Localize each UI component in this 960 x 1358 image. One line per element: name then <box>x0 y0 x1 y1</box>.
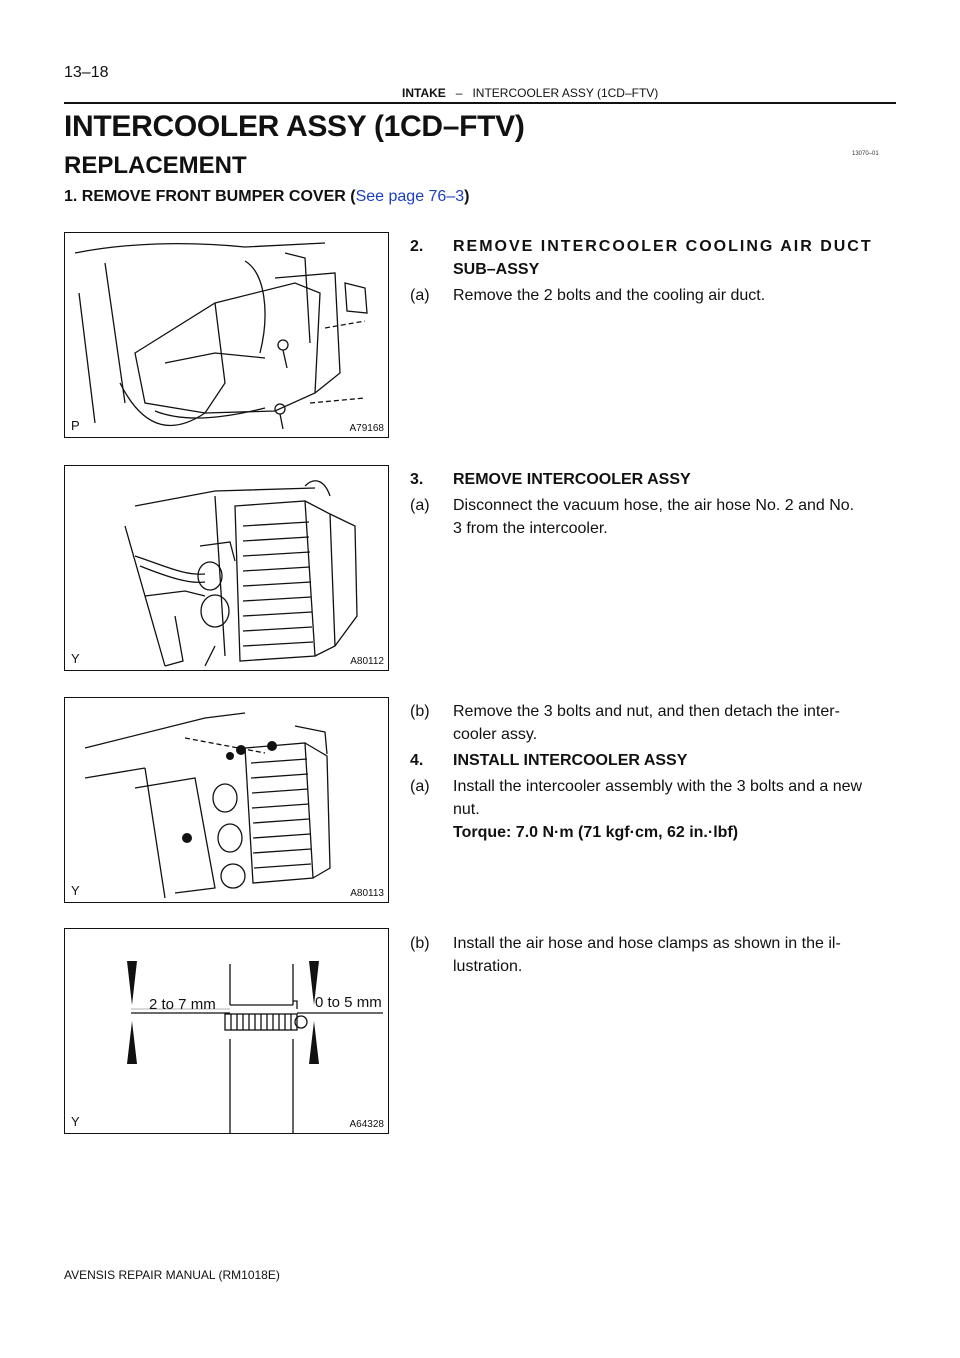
step-3a-label: (a) <box>410 497 430 514</box>
figure-air-duct <box>64 232 389 438</box>
step-4a-line2: nut. <box>453 801 480 818</box>
step-1-close: ) <box>464 188 470 205</box>
step-2a-text: Remove the 2 bolts and the cooling air duct. <box>453 287 766 304</box>
figure-id: A79168 <box>349 423 384 434</box>
header-subsection: INTERCOOLER ASSY (1CD–FTV) <box>472 86 659 100</box>
figure-letter: P <box>71 418 80 433</box>
page-number: 13–18 <box>64 64 109 81</box>
step-2-block <box>410 235 896 307</box>
left-dimension-label: 2 to 7 mm <box>149 996 216 1013</box>
document-code: 13070–01 <box>852 151 879 157</box>
header-separator: – <box>455 86 463 100</box>
figure-intercooler-hoses <box>64 465 389 671</box>
step-4a-line1: Install the intercooler assembly with the 3 bolts and a new <box>453 778 863 795</box>
figure-intercooler-bolts <box>64 697 389 903</box>
step-4b-label: (b) <box>410 935 430 952</box>
running-header <box>402 86 658 100</box>
intercooler-bolts-illustration <box>65 698 389 903</box>
air-duct-illustration <box>65 233 389 438</box>
step-2-title-line2: SUB–ASSY <box>453 261 540 278</box>
footer-manual-title: AVENSIS REPAIR MANUAL (RM1018E) <box>64 1268 280 1282</box>
step-4a <box>410 775 896 844</box>
step-4b-line2: lustration. <box>453 958 523 975</box>
figure-id: A64328 <box>349 1119 384 1130</box>
step-3-block <box>410 468 896 540</box>
step-3b-line1: Remove the 3 bolts and nut, and then detach the inter- <box>453 703 840 720</box>
figure-letter: Y <box>71 651 80 666</box>
step-4a-label: (a) <box>410 778 430 795</box>
step-3b-4-block <box>410 700 896 844</box>
see-page-link[interactable]: See page 76–3 <box>355 188 465 205</box>
step-3-number: 3. <box>410 471 424 488</box>
step-2-title-line1: REMOVE INTERCOOLER COOLING AIR DUCT <box>453 238 873 255</box>
step-3-title: REMOVE INTERCOOLER ASSY <box>453 471 691 488</box>
step-3b-line2: cooler assy. <box>453 726 538 743</box>
intercooler-hoses-illustration <box>65 466 389 671</box>
figure-id: A80113 <box>350 888 384 899</box>
step-2-number: 2. <box>410 238 424 255</box>
step-1 <box>64 188 469 206</box>
step-4-heading <box>410 749 896 772</box>
header-rule <box>64 102 896 104</box>
step-1-text: 1. REMOVE FRONT BUMPER COVER ( <box>64 188 356 205</box>
figure-hose-clamp <box>64 928 389 1134</box>
step-2a <box>410 284 896 307</box>
step-4b-line1: Install the air hose and hose clamps as shown in the il- <box>453 935 841 952</box>
step-3b <box>410 700 896 746</box>
step-2a-label: (a) <box>410 287 430 304</box>
step-4b <box>410 932 896 978</box>
header-section: INTAKE <box>402 86 446 100</box>
page-title: INTERCOOLER ASSY (1CD–FTV) <box>64 110 525 143</box>
step-3-heading <box>410 468 896 491</box>
step-3a <box>410 494 896 540</box>
step-3a-line2: 3 from the intercooler. <box>453 520 608 537</box>
hose-clamp-illustration <box>65 929 389 1134</box>
step-2-heading <box>410 235 896 281</box>
torque-spec: Torque: 7.0 N·m (71 kgf·cm, 62 in.·lbf) <box>453 824 739 841</box>
figure-letter: Y <box>71 1114 80 1129</box>
step-4-title: INSTALL INTERCOOLER ASSY <box>453 752 688 769</box>
section-subtitle: REPLACEMENT <box>64 152 247 179</box>
step-3a-line1: Disconnect the vacuum hose, the air hose No. 2 and No. <box>453 497 855 514</box>
figure-letter: Y <box>71 883 80 898</box>
step-3b-label: (b) <box>410 703 430 720</box>
step-4-number: 4. <box>410 752 424 769</box>
right-dimension-label: 0 to 5 mm <box>315 994 382 1011</box>
step-4b-block <box>410 932 896 978</box>
figure-id: A80112 <box>350 656 384 667</box>
